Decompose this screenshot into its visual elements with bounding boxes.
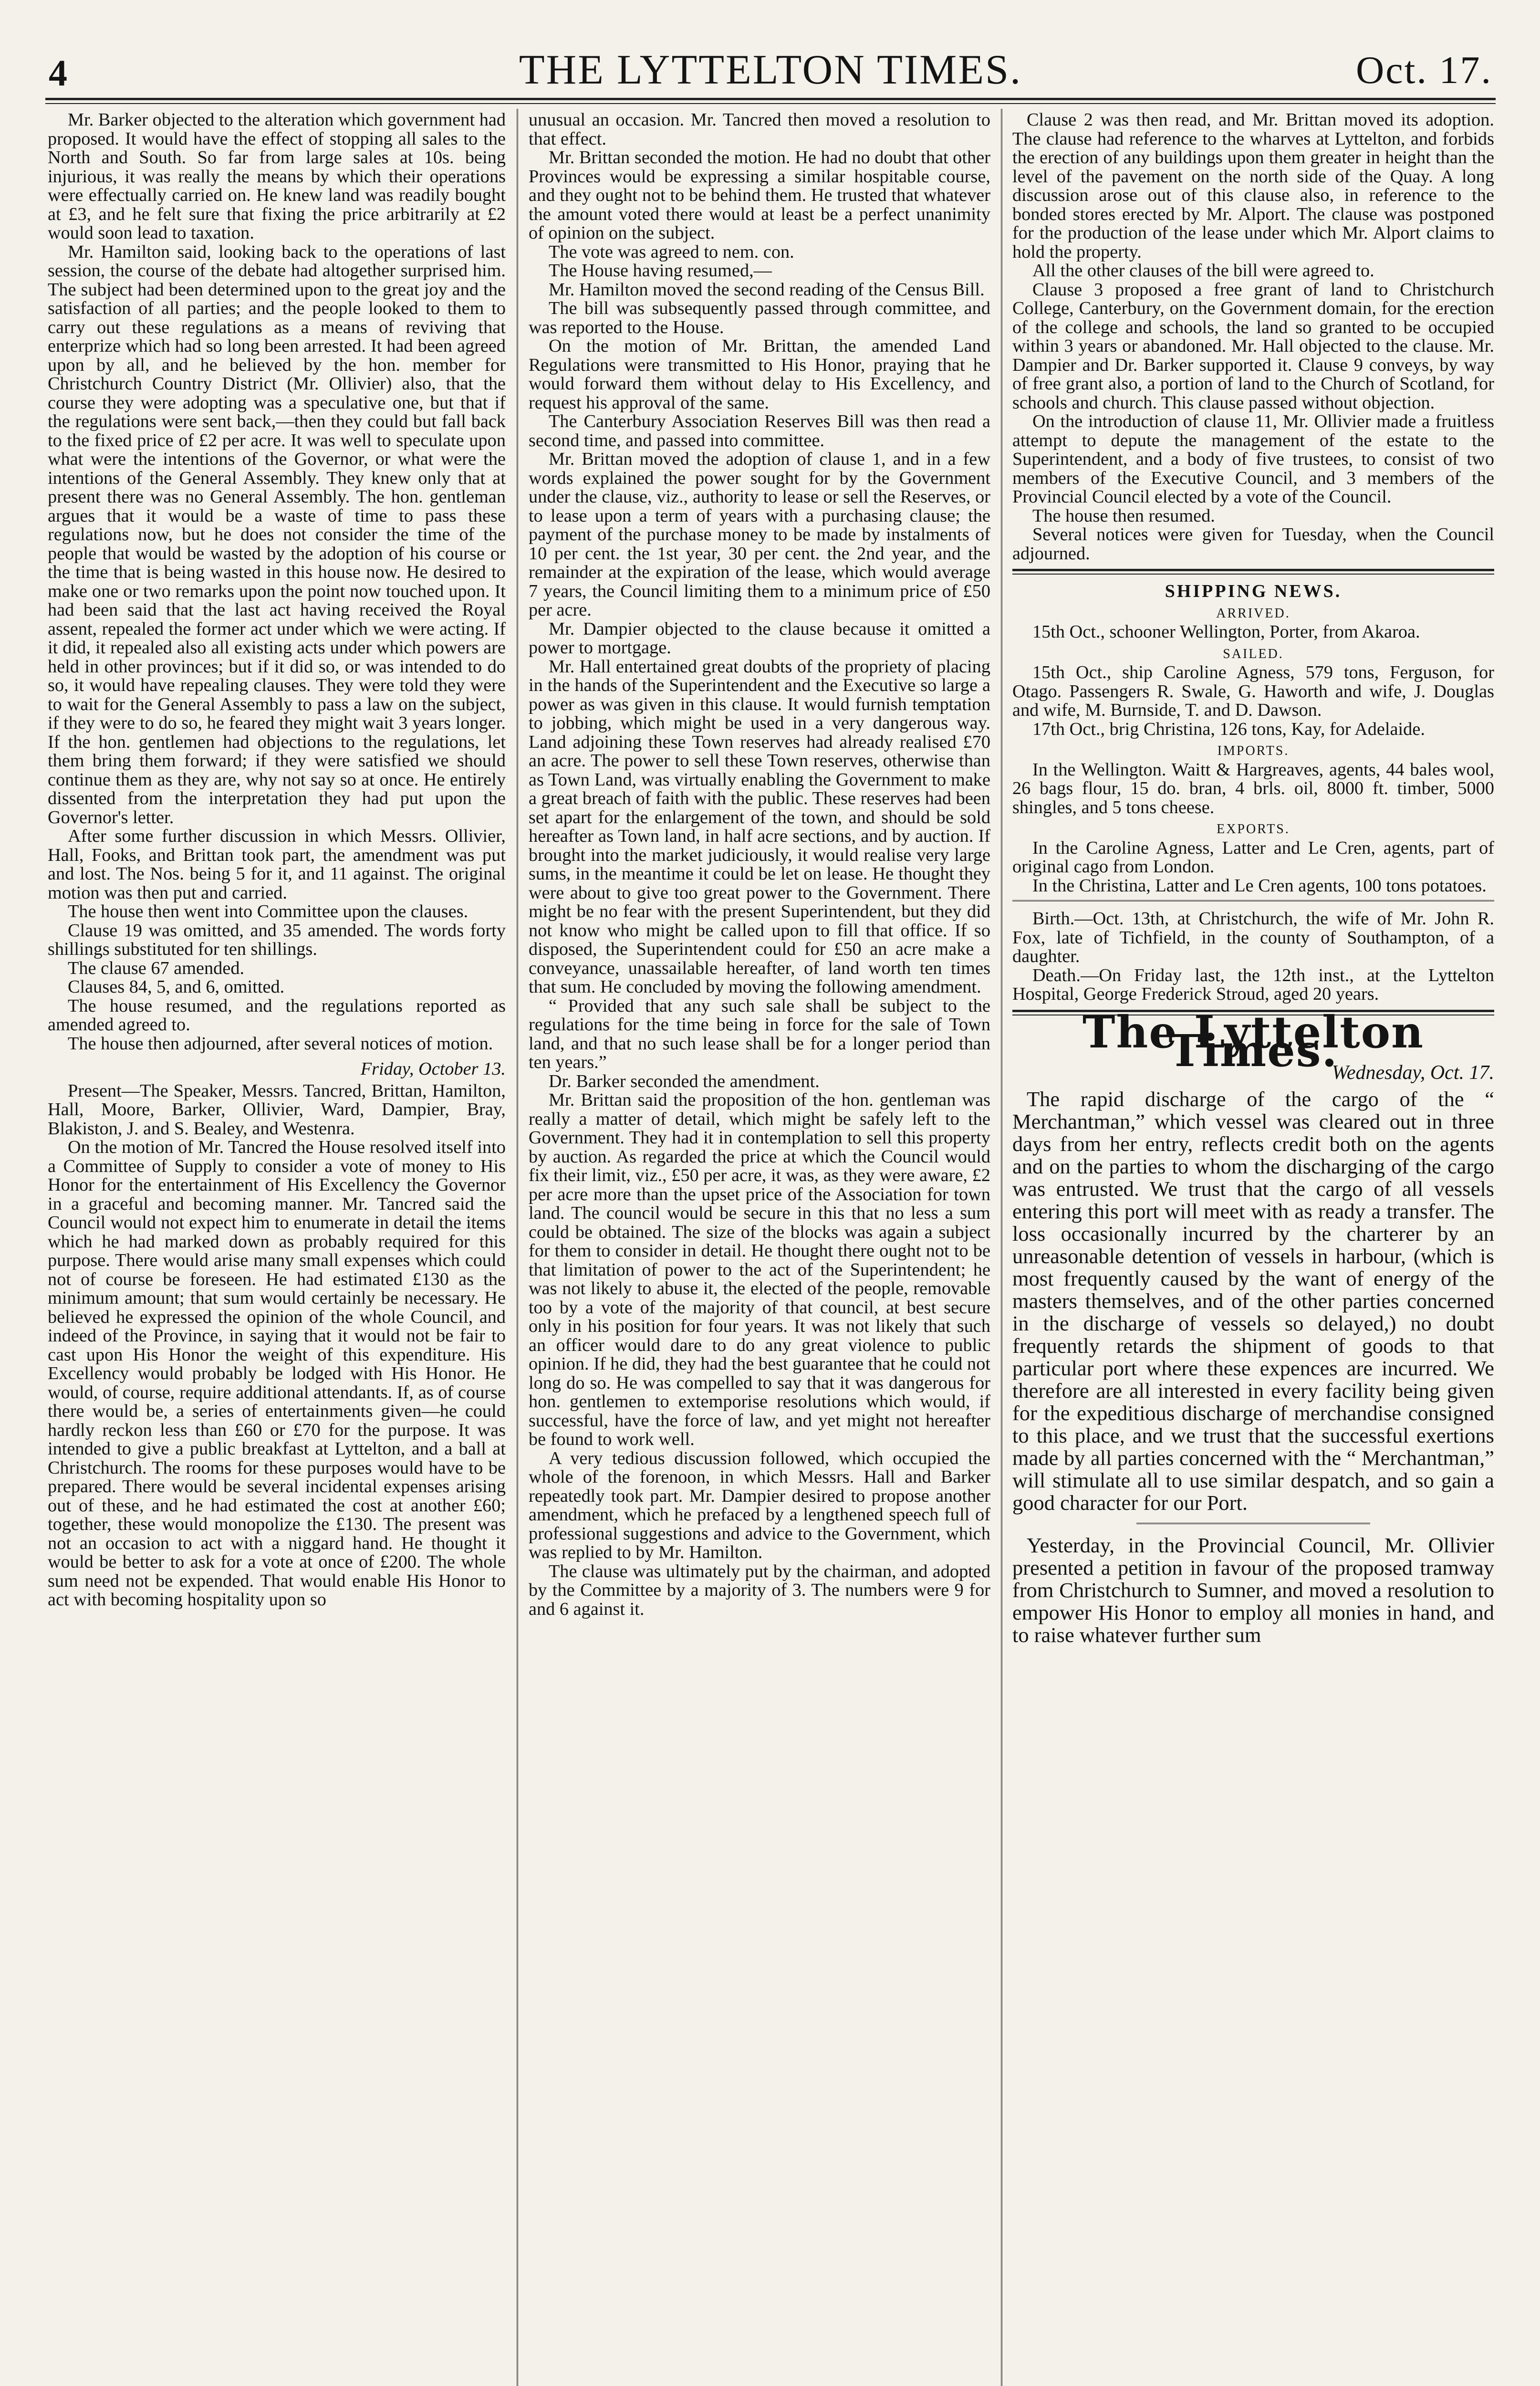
paragraph: Clause 3 proposed a free grant of land to Christchurch College, Canterbury, on the Government domain, for the erection of the college and schools, the land so granted to be occupied within 3 years or abandoned. Mr. Hall objected to the clause. Mr. Dampier and Dr. Barker supported it. Clause 9 conveys, by way of free grant also, a portion of land to the Church of Scotland, for schools and church. This clause passed without objection.: [1012, 279, 1494, 413]
column-3: [1012, 111, 1494, 2386]
paragraph: The clause 67 amended.: [68, 958, 245, 978]
paragraph: Clauses 84, 5, and 6, omitted.: [68, 977, 285, 997]
masthead: THE LYTTELTON TIMES.: [519, 47, 1022, 93]
exports-heading: EXPORTS.: [1217, 822, 1290, 837]
birth-notice: Birth.—Oct. 13th, at Christchurch, the wife of Mr. John R. Fox, late of Tichfield, in the county of Southampton, of a daughter.: [1012, 909, 1494, 966]
imports-heading: IMPORTS.: [1217, 743, 1290, 758]
page-header: [43, 33, 1498, 105]
section-rule: [1012, 900, 1494, 903]
paragraph: Several notices were given for Tuesday, when the Council adjourned.: [1012, 524, 1494, 564]
column-divider: [1001, 109, 1004, 2386]
editorial-paragraph: Yesterday, in the Provincial Council, Mr. Ollivier presented a petition in favour of the proposed tramway from Christchurch to Sumner, and moved a resolution to empower His Honor to employ all monies in hand, and to raise whatever further sum: [1012, 1533, 1494, 1647]
paragraph: The house then went into Committee upon the clauses.: [68, 901, 468, 921]
paragraph: The house then resumed.: [1032, 505, 1215, 526]
shipping-entry: In the Christina, Latter and Le Cren agents, 100 tons potatoes.: [1032, 875, 1487, 896]
editorial-date: Wednesday, Oct. 17.: [1332, 1061, 1494, 1084]
column-1: [48, 111, 506, 2386]
paragraph: Mr. Brittan seconded the motion. He had no doubt that other Provinces would be expressing a similar hospitable course, and they ought not to be behind them. He trusted that whatever the amount voted there would at least be a perfect unanimity of opinion on the subject.: [529, 147, 990, 243]
page-number: 4: [49, 52, 67, 94]
paragraph: Mr. Dampier objected to the clause because it omitted a power to mortgage.: [529, 618, 990, 658]
paragraph: Clause 2 was then read, and Mr. Brittan moved its adoption. The clause had reference to the wharves at Lyttelton, and forbids the erection of any buildings upon them greater in height than the level of the pavement on the north side of the Quay. A long discussion arose out of this clause also, in reference to the bonded stores erected by Mr. Alport. The clause was postponed for the production of the lease under which Mr. Alport claims to hold the property.: [1012, 111, 1494, 262]
arrived-heading: ARRIVED.: [1216, 606, 1290, 621]
paragraph: The Canterbury Association Reserves Bill was then read a second time, and passed into committee.: [529, 411, 990, 450]
column-2: [529, 111, 990, 2386]
paragraph: Dr. Barker seconded the amendment.: [549, 1071, 820, 1091]
paragraph: Mr. Hall entertained great doubts of the propriety of placing in the hands of the Superintendent and the Executive so large a power as was given in this clause. It would furnish temptation to jobbing, which might be used in a very dangerous way. Land adjoining these Town reserves had already realised £70 an acre. The power to sell these Town reserves, otherwise than as Town Land, was virtually enabling the Government to make a great breach of faith with the public. These reserves had been set apart for the enlargement of the town, and should be sold hereafter as Town land, in half acre sections, and by auction. If brought into the market judiciously, it would realise very large sums, in the meantime it could be let on lease. He thought they were about to give too great power to the Government. There might be no fear with the present Superintendent, but they did not know who might be called upon to fill that office. If so disposed, the Superintendent could for £50 an acre make a conveyance, unassailable hereafter, of land worth ten times that sum. He concluded by moving the following amendment.: [529, 656, 990, 997]
header-rule: [45, 98, 1496, 104]
paragraph: The bill was subsequently passed through committee, and was reported to the House.: [529, 298, 990, 337]
short-rule: [1136, 1523, 1370, 1526]
shipping-entry: In the Wellington. Waitt & Hargreaves, agents, 44 bales wool, 26 bags flour, 15 do. bran, 4 brls. oil, 8000 ft. timber, 5000 shingles, and 5 tons cheese.: [1012, 759, 1494, 817]
paragraph: The House having resumed,—: [549, 261, 772, 281]
paragraph: The house resumed, and the regulations reported as amended agreed to.: [48, 995, 506, 1035]
paragraph: Present—The Speaker, Messrs. Tancred, Brittan, Hamilton, Hall, Moore, Barker, Ollivier, Ward, Dampier, Bray, Blakiston, J. and S. Bealey, and Westenra.: [48, 1080, 506, 1139]
editorial-paragraph: The rapid discharge of the cargo of the “ Merchantman,” which vessel was cleared out in three days from her entry, reflects credit both on the agents and on the parties to whom the discharging of the cargo was entrusted. We trust that the cargo of all vessels entering this port will meet with as ready a transfer. The loss occasionally incurred by the charterer by an unreasonable detention of vessels in harbour, (which is most frequently caused by the want of energy of the masters themselves, and of the other parties concerned in the discharge of vessels so delayed,) no doubt frequently retards the shipment of goods to that particular port where these expences are incurred. We therefore are all interested in every facility being given for the expeditious discharge of merchandise consigned to this place, and we trust that the successful exertions made by all parties concerned with the “ Merchantman,” will stimulate all to use similar despatch, and so gain a good character for our Port.: [1012, 1087, 1494, 1515]
paragraph: Mr. Brittan moved the adoption of clause 1, and in a few words explained the power sought for by the Government under the clause, viz., authority to lease or sell the Reserves, or to lease upon a term of years with a purchasing clause; the payment of the purchase money to be made by instalments of 10 per cent. the 1st year, 30 per cent. the 2nd year, and the remainder at the expiration of the lease, which would average 7 years, the Council limiting them to a minimum price of £50 per acre.: [529, 449, 990, 620]
paragraph: All the other clauses of the bill were agreed to.: [1032, 261, 1374, 281]
paragraph: Mr. Hamilton said, looking back to the operations of last session, the course of the debate had altogether surprised him. The subject had been determined upon to the great joy and the satisfaction of all parties; and the people looked to them to carry out these regulations as a means of reviving that enterprize which had so long been arrested. It had been agreed upon by all, and he believed by the hon. member for Christchurch Country District (Mr. Ollivier) also, that the course they were adopting was a speculative one, but that if the regulations were sent back,—then they could but fall back to the fixed price of £2 per acre. It was well to speculate upon what were the intentions of the Governor, or what were the intentions of the General Assembly. They knew only that at present there was no General Assembly. The hon. gentleman argues that it would be a waste of time to pass these regulations now, but he does not consider the time of the people that would be wasted by the adoption of his course or the time that is being wasted in this house now. He desired to make one or two remarks upon the point now touched upon. It had been said that the last act having received the Royal assent, repealed the former act under which we were acting. If it did, it repealed also all existing acts under which powers are held in other provinces; but if it did so, or was intended to do so, it would have repealing clauses. They were told they were to wait for the General Assembly to pass a law on the subject, if they were to do so, he feared they might wait 3 years longer. If the hon. gentlemen had objections to the regulations, let them bring them forward; if they were satisfied we should continue them as they are, why not say so at once. He entirely dissented from the interpretation they had put upon the Governor's letter.: [48, 241, 506, 827]
paragraph: Clause 19 was omitted, and 35 amended. The words forty shillings substituted for ten shillings.: [48, 920, 506, 959]
section-rule: [1012, 569, 1494, 575]
editorial-masthead: The Lyttelton Times.: [1082, 1006, 1424, 1077]
paragraph: On the introduction of clause 11, Mr. Ollivier made a fruitless attempt to depute the management of the estate to the Superintendent, and a body of five trustees, to consist of two members of the Executive Council, and 3 members of the Provincial Council elected by a vote of the Council.: [1012, 411, 1494, 507]
column-divider: [517, 109, 520, 2386]
shipping-news-heading: SHIPPING NEWS.: [1165, 581, 1342, 601]
amendment-quote: “ Provided that any such sale shall be subject to the regulations for the time being in force for the sale of Town land, and that no such lease shall be for a longer period than ten years.”: [529, 995, 990, 1072]
paragraph: Mr. Brittan said the proposition of the hon. gentleman was really a matter of detail, which might be safely left to the Government. They had it in contemplation to sell this property by auction. As regarded the price at which the Council would fix their limit, viz., £50 per acre, it was, as they were aware, £2 per acre more than the upset price of the Association for town land. The council would be secure in this that no less a sum could be obtained. The size of the blocks was again a subject for them to consider in detail. He thought there ought not to be that limitation of power to the act of the Superintendent; he was not likely to abuse it, the elected of the people, removable too by a vote of the majority of that council, at best secure only in his position for four years. It was not likely that such an officer would dare to do any great violence to public opinion. If he did, they had the best guarantee that he could not long do so. He was compelled to say that it was dangerous for hon. gentlemen to extemporise resolutions which would, if successful, have the force of law, and yet might not hereafter be found to work well.: [529, 1090, 990, 1449]
dateline: Friday, October 13.: [360, 1059, 506, 1079]
shipping-entry: 15th Oct., ship Caroline Agness, 579 tons, Ferguson, for Otago. Passengers R. Swale, G. Haworth and wife, J. Douglas and wife, M. Burnside, T. and D. Dawson.: [1012, 662, 1494, 720]
paragraph: The house then adjourned, after several notices of motion.: [68, 1033, 493, 1054]
paragraph: A very tedious discussion followed, which occupied the whole of the forenoon, in which Messrs. Hall and Barker repeatedly took part. Mr. Dampier desired to propose another amendment, which he prefaced by a lengthened speech full of professional suggestions and advice to the Government, which was replied to by Mr. Hamilton.: [529, 1448, 990, 1562]
paragraph: Mr. Barker objected to the alteration which government had proposed. It would have the effect of stopping all sales to the North and South. So far from large sales at 10s. being injurious, it was really the means by which their operations were effectually carried on. He knew land was readily bought at £3, and he felt sure that fixing the price arbitrarily at £2 would soon lead to taxation.: [48, 111, 506, 243]
paragraph: unusual an occasion. Mr. Tancred then moved a resolution to that effect.: [529, 111, 990, 149]
death-notice: Death.—On Friday last, the 12th inst., at the Lyttelton Hospital, George Frederick Stroud, aged 20 years.: [1012, 965, 1494, 1004]
paragraph: On the motion of Mr. Tancred the House resolved itself into a Committee of Supply to consider a vote of money to His Honor for the entertainment of His Excellency the Governor in a graceful and becoming manner. Mr. Tancred said the Council would not expect him to enumerate in detail the items which he had marked down as probably required for this purpose. There would arise many small expenses which could not of course be foreseen. He had estimated £130 as the minimum amount; that sum would certainly be necessary. He believed he expressed the opinion of the whole Council, and indeed of the Province, in saying that it would not be fair to cast upon His Honor the weight of this expenditure. His Excellency would probably be lodged with His Honor. He would, of course, require additional attendants. If, as of course there would be, a series of entertainments given—he could hardly reckon less than £60 or £70 for the purpose. It was intended to give a public breakfast at Lyttelton, and a ball at Christchurch. The rooms for these purposes would have to be prepared. There would be several incidental expenses arising out of these, and he had estimated the cost at another £60; together, these would monopolize the £130. The present was not an occasion to act with a niggard hand. He thought it would be better to ask for a vote at once of £200. The whole sum need not be expended. That would enable His Honor to act with becoming hospitality upon so: [48, 1137, 506, 1610]
paragraph: On the motion of Mr. Brittan, the amended Land Regulations were transmitted to His Honor, praying that he would forward them without delay to His Excellency, and request his approval of the same.: [529, 336, 990, 413]
shipping-entry: 17th Oct., brig Christina, 126 tons, Kay, for Adelaide.: [1032, 719, 1425, 739]
shipping-entry: 15th Oct., schooner Wellington, Porter, from Akaroa.: [1032, 622, 1420, 642]
editorial-body: [1012, 1088, 1494, 1646]
paragraph: The clause was ultimately put by the chairman, and adopted by the Committee by a majority of 3. The numbers were 9 for and 6 against it.: [529, 1561, 990, 1619]
paragraph: After some further discussion in which Messrs. Ollivier, Hall, Fooks, and Brittan took part, the amendment was put and lost. The Nos. being 5 for it, and 11 against. The original motion was then put and carried.: [48, 826, 506, 903]
issue-date: Oct. 17.: [1356, 48, 1492, 92]
sailed-heading: SAILED.: [1223, 646, 1284, 661]
shipping-entry: In the Caroline Agness, Latter and Le Cren, agents, part of original cago from London.: [1012, 837, 1494, 877]
paragraph: The vote was agreed to nem. con.: [549, 241, 794, 262]
paragraph: Mr. Hamilton moved the second reading of the Census Bill.: [549, 279, 985, 300]
